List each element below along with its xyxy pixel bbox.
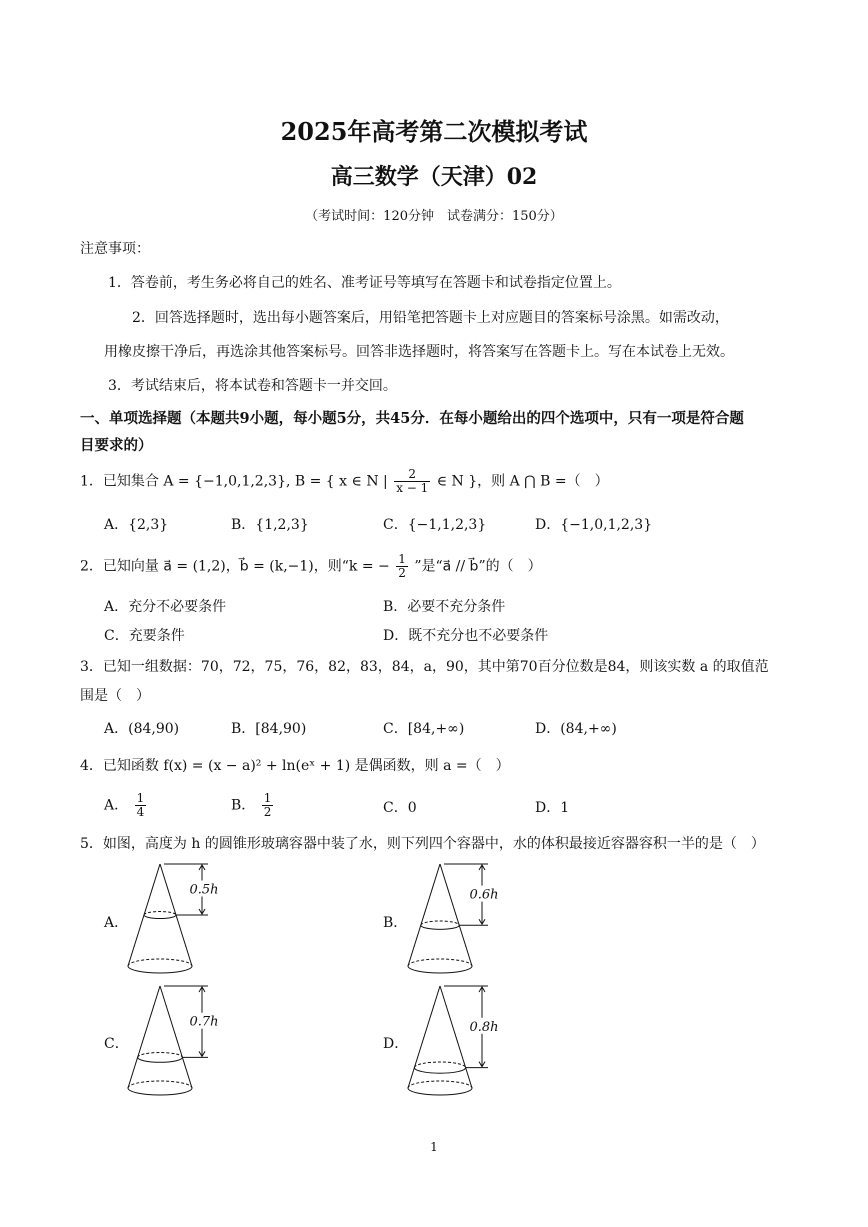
question-2-stem [80, 553, 542, 580]
cone-base-front [128, 966, 192, 973]
question-2-fraction-numerator: 1 [398, 552, 406, 566]
exam-meta: （考试时间：120分钟 试卷满分：150分） [305, 209, 563, 224]
section-1-heading-line-2: 目要求的） [80, 437, 153, 454]
section-1-heading-line-1: 一、单项选择题（本题共9小题，每小题5分，共45分．在每小题给出的四个选项中，只有一项是符合题 [80, 410, 744, 427]
question-1-stem-part-b: ∈ N }，则 A ⋂ B =（ ） [436, 473, 609, 490]
cone-base-back [128, 1081, 192, 1088]
question-1-option-c[interactable]: C．{−1,1,2,3} [383, 517, 487, 533]
question-3-option-b[interactable]: B．[84,90) [231, 721, 307, 737]
question-4-option-b-denominator: 2 [263, 805, 272, 819]
question-2-option-a[interactable]: A．充分不必要条件 [104, 599, 227, 615]
question-1-fraction [394, 468, 430, 495]
question-1-stem-part-a: 1．已知集合 A = {−1,0,1,2,3}, B = { x ∈ N | [80, 473, 388, 490]
cone-base-back [128, 959, 192, 966]
question-5-option-a-label[interactable]: A． [104, 915, 129, 931]
exam-title: 2025年高考第二次模拟考试 [280, 117, 588, 146]
question-1-fraction-denominator: x − 1 [396, 481, 429, 495]
question-4-option-d[interactable]: D．1 [535, 800, 570, 816]
cone-diagram-d [400, 980, 510, 1100]
note-1: 1．答卷前，考生务必将自己的姓名、准考证号等填写在答题卡和试卷指定位置上。 [108, 275, 621, 291]
note-2-line-1: 2．回答选择题时，选出每小题答案后，用铅笔把答题卡上对应题目的答案标号涂黑。如需改动， [132, 310, 729, 326]
water-surface-front [138, 1057, 183, 1062]
question-4-option-a-numerator: 1 [136, 791, 145, 805]
cone-diagram-b [400, 858, 510, 978]
cone-base-back [408, 1081, 472, 1088]
question-2-fraction-denominator: 2 [398, 566, 406, 580]
water-surface-front [421, 925, 459, 929]
question-4-option-a[interactable] [104, 792, 148, 819]
cone-diagram-c [120, 980, 230, 1100]
water-surface-back [414, 1062, 465, 1068]
height-label: 0.7h [189, 1014, 219, 1030]
question-4-option-a-prefix: A． [104, 797, 129, 814]
question-1-option-b[interactable]: B．{1,2,3} [231, 517, 309, 533]
cone-side-left [128, 986, 160, 1088]
question-2-stem-part-b: ”是“a⃗ // b⃗”的（ ） [414, 558, 542, 575]
question-4-option-b-fraction [262, 792, 274, 819]
question-4-option-b-prefix: B． [231, 797, 256, 814]
water-surface-back [138, 1053, 183, 1058]
cone-side-right [440, 864, 472, 966]
question-1-stem [80, 468, 609, 495]
question-4-option-a-denominator: 4 [136, 805, 145, 819]
cone-side-left [408, 864, 440, 966]
height-label: 0.5h [189, 882, 219, 898]
question-2-stem-part-a: 2．已知向量 a⃗ = (1,2)，b⃗ = (k,−1)，则“k = − [80, 558, 390, 575]
question-4-stem: 4．已知函数 f(x) = (x − a)² + ln(eˣ + 1) 是偶函数，则 a =（ ） [80, 758, 510, 774]
cone-base-front [408, 1088, 472, 1095]
question-2-option-b[interactable]: B．必要不充分条件 [383, 599, 506, 615]
question-5-option-d-label[interactable]: D． [383, 1036, 409, 1052]
water-surface-front [144, 915, 176, 919]
question-5-option-c-label[interactable]: C． [104, 1036, 129, 1052]
cone-base-front [408, 966, 472, 973]
question-3-option-c[interactable]: C．[84,+∞) [383, 721, 465, 737]
water-surface-back [144, 912, 176, 916]
question-2-option-c[interactable]: C．充要条件 [104, 628, 185, 644]
water-surface-front [414, 1068, 465, 1074]
cone-side-right [160, 986, 192, 1088]
question-3-option-d[interactable]: D．(84,+∞) [535, 721, 617, 737]
question-4-option-c[interactable]: C．0 [383, 800, 417, 816]
notes-heading: 注意事项： [80, 241, 150, 257]
question-1-option-a[interactable]: A．{2,3} [104, 517, 169, 533]
question-2-option-d[interactable]: D．既不充分也不必要条件 [383, 628, 549, 644]
exam-subtitle: 高三数学（天津）02 [330, 164, 538, 190]
question-5-option-b-label[interactable]: B． [383, 915, 408, 931]
note-2-line-2: 用橡皮擦干净后，再选涂其他答案标号。回答非选择题时，将答案写在答题卡上。写在本试卷上无效。 [104, 344, 734, 360]
height-label: 0.8h [469, 1019, 499, 1035]
page-number: 1 [430, 1140, 438, 1154]
cone-diagram-a [120, 858, 230, 978]
cone-base-front [128, 1088, 192, 1095]
question-3-stem-line-1: 3．已知一组数据：70，72，75，76，82，83，84，a，90，其中第70百分位数是84，则该实数 a 的取值范 [80, 659, 769, 675]
question-2-fraction [396, 553, 408, 580]
question-4-option-b[interactable] [231, 792, 275, 819]
question-5-stem: 5．如图，高度为 h 的圆锥形玻璃容器中装了水，则下列四个容器中，水的体积最接近容器容积一半的是（ ） [80, 836, 765, 852]
question-1-option-d[interactable]: D．{−1,0,1,2,3} [535, 517, 653, 533]
question-4-option-b-numerator: 1 [263, 791, 272, 805]
cone-base-back [408, 959, 472, 966]
question-3-stem-line-2: 围是（ ） [80, 688, 150, 704]
question-1-fraction-numerator: 2 [394, 468, 430, 482]
note-3: 3．考试结束后，将本试卷和答题卡一并交回。 [108, 378, 397, 394]
question-3-option-a[interactable]: A．(84,90) [104, 721, 180, 737]
question-4-option-a-fraction [135, 792, 147, 819]
height-label: 0.6h [469, 887, 499, 903]
water-surface-back [421, 921, 459, 925]
